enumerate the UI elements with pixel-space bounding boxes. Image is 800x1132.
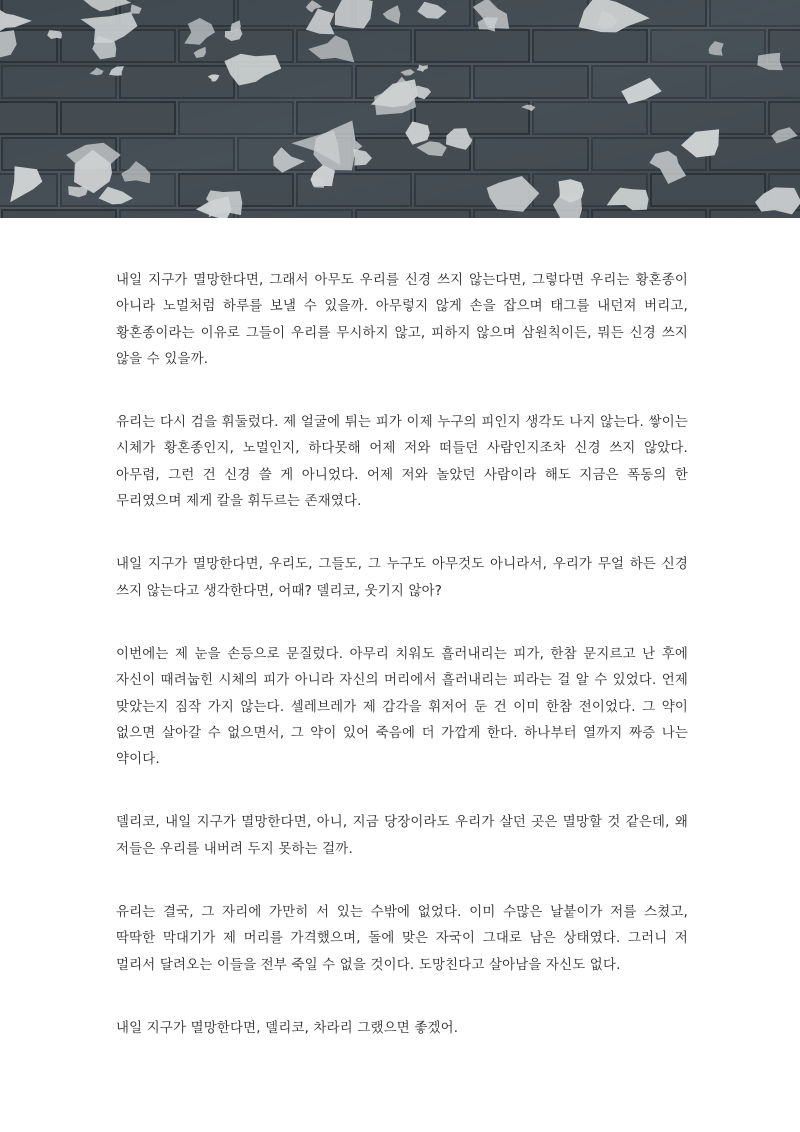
paragraph-2: 유리는 다시 검을 휘둘렀다. 제 얼굴에 튀는 피가 이제 누구의 피인지 생각도 나지 않는다. 쌓이는 시체가 황혼종인지, 노멀인지, 하다못해 어제 저와 떠들던 사람인지조차 신경 쓰지 않았다. 아무렴, 그런 건 신경 쓸 게 아니었다. 어제 저와 놀았던 사람이라 해도 지금은 폭동의 한 무리였으며 제게 칼을 휘두르는 존재였다. <box>116 415 688 510</box>
story-text <box>116 268 688 1079</box>
paragraph-3: 내일 지구가 멸망한다면, 우리도, 그들도, 그 누구도 아무것도 아니라서, 우리가 무얼 하든 신경 쓰지 않는다고 생각한다면, 어때? 델리코, 웃기지 않아? <box>116 557 688 599</box>
paragraph-7: 내일 지구가 멸망한다면, 델리코, 차라리 그랬으면 좋겠어. <box>116 1020 459 1036</box>
paragraph-1: 내일 지구가 멸망한다면, 그래서 아무도 우리를 신경 쓰지 않는다면, 그렇다면 우리는 황혼종이 아니라 노멀처럼 하루를 보낼 수 있을까. 아무렇지 않게 손을 잡으며 태그를 내던져 버리고, 황혼종이라는 이유로 그들이 우리를 무시하지 않고, 피하지 않으며 삼원칙이든, 뭐든 신경 쓰지 않을 수 있을까. <box>116 273 688 367</box>
peeling-wall-graphic <box>0 0 800 218</box>
paragraph-4: 이번에는 제 눈을 손등으로 문질렀다. 아무리 치워도 흘러내리는 피가, 한참 문지르고 난 후에 자신이 때려눕힌 시체의 피가 아니라 자신의 머리에서 흘러내리는 피라는 걸 알 수 있었다. 언제 맞았는지 짐작 가지 않는다. 셀레브레가 제 감각을 휘저어 둔 건 이미 한참 전이었다. 그 약이 없으면 살아갈 수 없으면서, 그 약이 있어 죽음에 더 가깝게 한다. 하나부터 열까지 짜증 나는 약이다. <box>116 646 688 768</box>
paragraph-6: 유리는 결국, 그 자리에 가만히 서 있는 수밖에 없었다. 이미 수많은 날붙이가 저를 스쳤고, 딱딱한 막대기가 제 머리를 가격했으며, 돌에 맞은 자국이 그대로 남은 상태였다. 그러니 저 멀리서 달려오는 이들을 전부 죽일 수 없을 것이다. 도망친다고 살아남을 자신도 없다. <box>116 905 688 973</box>
paragraph-5: 델리코, 내일 지구가 멸망한다면, 아니, 지금 당장이라도 우리가 살던 곳은 멸망할 것 같은데, 왜 저들은 우리를 내버려 두지 못하는 걸까. <box>116 815 688 857</box>
header-brick-wall-image <box>0 0 800 218</box>
